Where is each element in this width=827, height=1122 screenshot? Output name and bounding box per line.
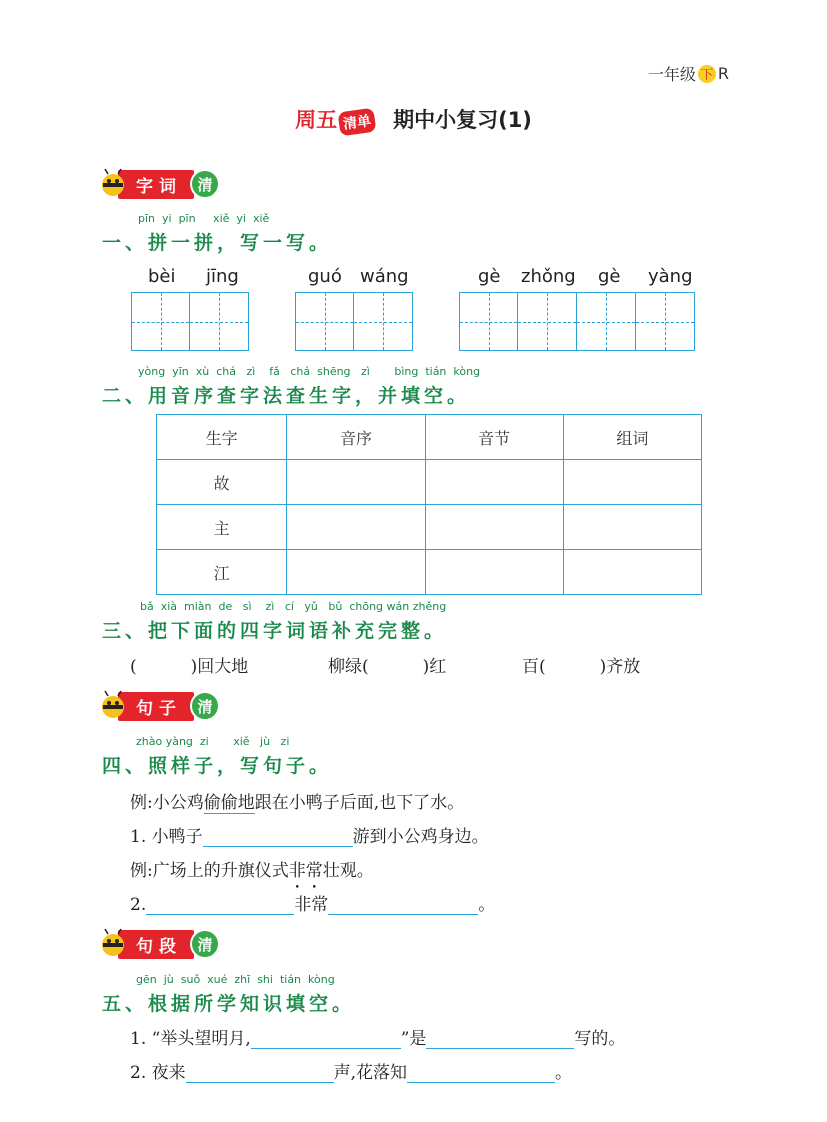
- q1-g2-label-1: wáng: [360, 266, 409, 287]
- title-day: 周五: [295, 108, 338, 132]
- table-header: 音序: [287, 415, 425, 460]
- bee-mascot-icon: [96, 689, 130, 723]
- q5-line-1: [130, 1024, 625, 1049]
- section-label: 字词: [118, 170, 194, 199]
- table-row: [157, 460, 702, 505]
- writing-box[interactable]: [295, 292, 354, 351]
- q4-example-2: [130, 856, 374, 881]
- table-cell-char: 故: [157, 460, 287, 505]
- table-cell-answer[interactable]: [287, 505, 425, 550]
- q1-g3-label-0: gè: [478, 266, 501, 287]
- edition-text: R: [717, 64, 729, 83]
- q1-g1-label-0: bèi: [148, 266, 176, 287]
- grade-label: [648, 62, 729, 85]
- section-banner-paragraphs: [96, 930, 220, 958]
- answer-blank[interactable]: [407, 1082, 555, 1083]
- table-header: 生字: [157, 415, 287, 460]
- section-label: 句子: [118, 692, 194, 721]
- q5-heading: 五、根据所学知识填空。: [102, 993, 356, 1015]
- text: 2.: [130, 895, 147, 915]
- page-title: [0, 104, 827, 134]
- bee-mascot-icon: [96, 927, 130, 961]
- answer-blank[interactable]: [328, 914, 478, 915]
- table-cell-answer[interactable]: [287, 550, 425, 595]
- answer-blank[interactable]: [146, 914, 294, 915]
- table-cell-answer[interactable]: [563, 505, 701, 550]
- text: 游到小公鸡身边。: [352, 827, 489, 847]
- section-mark: 清: [190, 929, 220, 959]
- q2-heading: 二、用音序查字法查生字，并填空。: [102, 385, 471, 407]
- writing-box[interactable]: [190, 292, 249, 351]
- text: 例:小公鸡: [130, 793, 204, 813]
- q3-heading: 三、把下面的四字词语补充完整。: [102, 620, 448, 642]
- table-cell-char: 主: [157, 505, 287, 550]
- answer-blank[interactable]: [203, 846, 353, 847]
- section-banner-words: [96, 170, 220, 198]
- q1-g3-label-1: zhǒng: [521, 266, 576, 287]
- table-cell-char: 江: [157, 550, 287, 595]
- q1-pinyin: pīn yi pīn xiě yi xiě: [138, 212, 270, 225]
- dotted-char: 非: [288, 861, 306, 881]
- writing-box[interactable]: [577, 292, 636, 351]
- q3-item-2[interactable]: 柳绿( )红: [328, 657, 447, 677]
- text: 壮观。: [322, 861, 374, 881]
- table-row: [157, 505, 702, 550]
- title-badge: 清单: [338, 108, 377, 137]
- text: 跟在小鸭子后面,也下了水。: [254, 793, 465, 813]
- text: 例:广场上的升旗仪式: [130, 861, 289, 881]
- q1-grid-group-1: [131, 292, 249, 351]
- title-name: 期中小复习(1): [393, 108, 532, 132]
- underlined-word: 偷偷地: [203, 793, 255, 813]
- table-cell-answer[interactable]: [287, 460, 425, 505]
- q2-pinyin: yòng yīn xù chá zì fǎ chá shēng zì bìng tián kòng: [138, 365, 481, 378]
- q5-line-2: [130, 1058, 572, 1083]
- q1-grid-group-2: [295, 292, 413, 351]
- text: 写的。: [574, 1029, 626, 1049]
- bee-mascot-icon: [96, 167, 130, 201]
- section-label: 句段: [118, 930, 194, 959]
- q1-g1-label-1: jīng: [206, 266, 239, 287]
- text: 。: [478, 895, 496, 915]
- q1-g3-label-3: yàng: [648, 266, 693, 287]
- writing-box[interactable]: [459, 292, 518, 351]
- table-cell-answer[interactable]: [563, 550, 701, 595]
- q3-item-3[interactable]: 百( )齐放: [522, 657, 641, 677]
- q3-pinyin: bǎ xià miàn de sì zì cí yǔ bǔ chōng wán zhěng: [140, 600, 447, 613]
- q3-item-1[interactable]: ( )回大地: [130, 657, 249, 677]
- q1-g2-label-0: guó: [308, 266, 342, 287]
- section-mark: 清: [190, 169, 220, 199]
- table-cell-answer[interactable]: [425, 550, 563, 595]
- q1-grid-group-3: [459, 292, 695, 351]
- text: 1. 小鸭子: [130, 827, 203, 847]
- q4-example-1: [130, 788, 464, 813]
- section-banner-sentences: [96, 692, 220, 720]
- table-cell-answer[interactable]: [425, 505, 563, 550]
- writing-box[interactable]: [354, 292, 413, 351]
- grade-down-badge: 下: [698, 65, 716, 83]
- text: 1. “举头望明月,: [130, 1029, 251, 1049]
- answer-blank[interactable]: [251, 1048, 401, 1049]
- q4-line-1: [130, 822, 489, 847]
- table-cell-answer[interactable]: [425, 460, 563, 505]
- q4-pinyin: zhào yàng zi xiě jù zi: [136, 735, 290, 748]
- q1-g3-label-2: gè: [598, 266, 621, 287]
- q4-heading: 四、照样子，写句子。: [102, 755, 333, 777]
- text: 非常: [294, 895, 329, 915]
- text: 2. 夜来: [130, 1063, 186, 1083]
- writing-box[interactable]: [518, 292, 577, 351]
- answer-blank[interactable]: [186, 1082, 334, 1083]
- table-row: [157, 550, 702, 595]
- section-mark: 清: [190, 691, 220, 721]
- table-header: 音节: [425, 415, 563, 460]
- grade-text: 一年级: [647, 65, 696, 84]
- yinxu-table: [156, 414, 702, 595]
- text: ”是: [400, 1029, 427, 1049]
- table-header-row: [157, 415, 702, 460]
- table-cell-answer[interactable]: [563, 460, 701, 505]
- text: 声,花落知: [333, 1063, 408, 1083]
- q1-heading: 一、拼一拼，写一写。: [102, 232, 333, 254]
- q4-line-2: [130, 890, 495, 915]
- writing-box[interactable]: [131, 292, 190, 351]
- table-header: 组词: [563, 415, 701, 460]
- text: 。: [555, 1063, 573, 1083]
- answer-blank[interactable]: [426, 1048, 574, 1049]
- writing-box[interactable]: [636, 292, 695, 351]
- q5-pinyin: gēn jù suǒ xué zhī shi tián kòng: [136, 973, 335, 986]
- dotted-char: 常: [305, 861, 323, 881]
